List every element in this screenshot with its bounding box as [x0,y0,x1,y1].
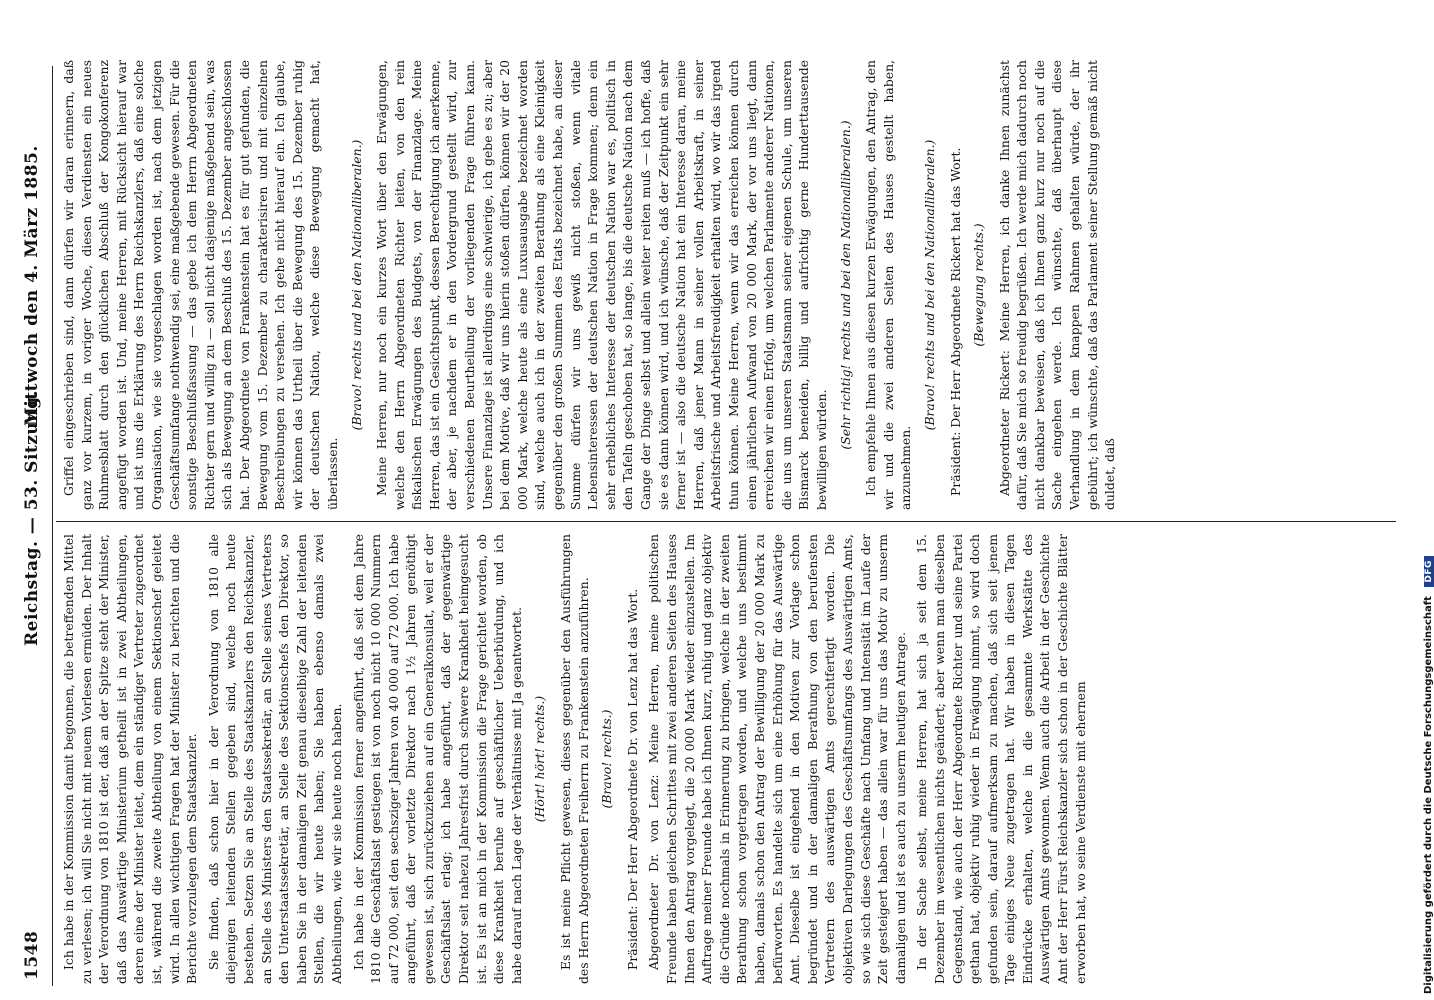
paragraph: Ich habe in der Kommission ferner angeführt, daß seit dem Jahre 1810 die Geschäftslast gestiegen ist von noch nicht 10 000 Nummern auf 72 000, seit den sechsziger Jahren von 40 000 auf 72 000. Ich habe angeführt, daß der vorletzte Direktor nach 1½ Jahren genöthigt gewesen ist, sich zurückzuziehen auf ein Generalkonsulat, weil er der Geschäftslast erlag; ich habe angeführt, daß der gegenwärtige Direktor seit nahezu Jahresfrist durch schwere Krankheit heimgesucht ist. Es ist an mich in der Kommission die Frage gerichtet worden, ob diese Krankheit beruhe auf geschäftlicher Ueberbürdung, und ich habe darauf nach Lage der Verhältnisse mit Ja geantwortet. [350,534,524,984]
paragraph: Sie finden, daß schon hier in der Verordnung von 1810 alle diejenigen leitenden Stellen gegeben sind, welche noch heute bestehen. Setzen Sie an Stelle des Staatskanzlers den Reichskanzler, an Stelle des Ministers den Staatssekretär, an Stelle seines Vertreters den Unterstaatssekretär, an Stelle des Sektionschefs den Direktor, so haben Sie in der damaligen Zeit genau dieselbige Zahl der leitenden Stellen, die wir heute haben; Sie haben ebenso damals zwei Abtheilungen, wie wir sie heute noch haben. [205,534,344,984]
paragraph: Abgeordneter Dr. von Lenz: Meine Herren, meine politischen Freunde haben gleichen Schrittes mit zwei anderen Seiten des Hauses Ihnen den Antrag vorgelegt, die 20 000 Mark wieder einzustellen. Im Auftrage meiner Freunde habe ich Ihnen kurz, ruhig und ganz objektiv die Gründe nochmals in Erinnerung zu bringen, welche in der zweiten Berathung schon vorgetragen worden, und welche uns bestimmt haben, damals schon den Antrag der Bewilligung der 20 000 Mark zu befürworten. Es handelte sich um eine Erhöhung für das Auswärtige Amt. Dieselbe ist eingehend in den Motiven zur Vorlage schon begründet und in der damaligen Berathung von den berufensten Vertretern des auswärtigen Amts gerechtfertigt worden. Die objektiven Darlegungen des Geschäftsumfangs des Auswärtigen Amts, so wie sich diese Geschäfte nach Umfang und Intensität im Laufe der Zeit gesteigert haben — das allein war für uns das Motiv zu unserm damaligen und ist es auch zu unserm heutigen Antrage. [646,534,908,984]
interjection: (Sehr richtig! rechts und bei den Nationalliberalen.) [837,120,853,450]
dfg-logo: DFG [1424,556,1434,587]
session-date: Mittwoch den 4. März 1885. [22,145,42,426]
speaker-paragraph: Präsident: Der Herr Abgeordnete Rickert hat das Wort. [947,147,963,496]
paragraph: Meine Herren, nur noch ein kurzes Wort über den Erwägungen, welche den Herrn Abgeordneten Richter leiten, von den rein fiskalischen Erwägungen des Budgets, von der Finanzlage. Meine Herren, das ist ein Gesichtspunkt, dessen Berechtigung ich anerkenne, der aber, je nachdem er in den Vordergrund gestellt wird, zur verschiedenen Beurtheilung der vorliegenden Frage führen kann. Unsere Finanzlage ist allerdings eine schwierige, ich gebe es zu; aber bei dem Motive, daß wir uns hierin stoßen dürfen, können wir der 20 000 Mark, welche heute als eine Luxusausgabe bezeichnet worden sind, welche auch ich in der zweiten Berathung als eine Kleinigkeit gegenüber den großen Summen des Etats bezeichnet habe, an dieser Summe dürfen wir uns gewiß nicht stoßen, wenn vitale Lebensinteressen der deutschen Nation in Frage kommen; denn ein sehr erhebliches Interesse der deutschen Nation war es, politisch in den Tafeln geschoben hat, so lange, bis die deutsche Nation nach dem Gange der Dinge selbst und allein weiter reiten muß — ich hoffe, daß sie es dann können wird, und ich wünsche, daß der Zeitpunkt ein sehr ferner ist — also die deutsche Nation hat ein Interesse daran, meine Herren, daß jener Mann in seiner vollen Arbeitskraft, in seiner Arbeitsfrische und Arbeitsfreudigkeit erhalten wird, wo wir das irgend thun können. Meine Herren, wenn wir das erreichen können durch einen jährlichen Aufwand von 20 000 Mark, der vor uns liegt, dann erreichen wir einen Erfolg, um welchen Parlamente anderer Nationen, die uns um unseren Staatsmann seiner eigenen Schule, um unseren Bismarck beneiden, billig und aufrichtig gerne Hunderttausende bewilligen würden. [374,60,829,510]
interjection: (Bravo! rechts.) [599,709,615,809]
page-number: 1548 [22,930,42,980]
speaker-paragraph: Präsident: Der Herr Abgeordnete Dr. von Lenz hat das Wort. [624,588,640,970]
left-column [60,534,1400,984]
right-column [60,60,1400,510]
paragraph: In der Sache selbst, meine Herren, hat sich ja seit dem 15. Dezember im wesentlichen nichts geändert; aber wenn man dieselben Gegenstand, wie auch der Herr Abgeordnete Richter und seine Partei gethan hat, objektiv ruhig wieder in Erwägung nimmt, so wird doch gefunden sein, darauf aufmerksam zu machen, daß sich seit jenem Tage einiges Neue zugetragen hat. Wir haben in diesen Tagen Eindrücke erhalten, welche in die gesammte Werkstätte des Auswärtigen Amts gewonnen. Wenn auch die Arbeit in der Geschichte Amt der Herr Fürst Reichskanzler sich schon in der Geschichte Blätter erworben hat, wo seine Verdienste mit ehernem [914,534,1088,984]
interjection: (Bravo! rechts und bei den Nationalliberalen.) [921,139,937,431]
paragraph: Ich empfehle Ihnen aus diesen kurzen Erwägungen, den Antrag, den wir und die zwei anderen Seiten des Hauses gestellt haben, anzunehmen. [863,60,914,510]
paragraph: Es ist meine Pflicht gewesen, dieses gegenüber den Ausführungen des Herrn Abgeordneten Freiherrn zu Frankenstein anzuführen. [558,534,591,984]
session-title: Reichstag. — 53. Sitzung. [22,390,42,646]
digitization-footer [1405,0,1432,1000]
interjection: (Hört! hört! rechts.) [532,695,548,823]
column-divider [56,521,1396,522]
footer-text [1423,556,1434,994]
page-header [18,66,48,986]
interjection: (Bewegung rechts.) [971,223,987,347]
paragraph: Abgeordneter Rickert: Meine Herren, ich danke Ihnen zunächst dafür, daß Sie mich so freudig begrüßen. Ich werde mich dadurch noch nicht dankbar beweisen, daß ich Ihnen ganz kurz nur noch auf die Sache eingehen werde. Ich wünschte, daß überhaupt diese Verhandlung in dem knappen Rahmen gehalten würde, der ihr gebührt; ich wünschte, daß das Parlament seiner Stellung gemäß nicht duldet, daß [996,60,1118,510]
funding-note: Digitalisierung gefördert durch die Deutsche Forschungsgemeinschaft [1423,596,1434,994]
paragraph: Griffel eingeschrieben sind, dann dürfen wir daran erinnern, daß ganz vor kurzem, in voriger Woche, diesen Verdiensten ein neues Ruhmesblatt durch den glücklichen Abschluß der Kongokonferenz angefügt worden ist. Und, meine Herren, mit Rücksicht hierauf war und ist uns die Erklärung des Herrn Reichskanzlers, daß eine solche Organisation, wie sie vorgeschlagen worden ist, nach dem jetzigen Geschäftsumfange nothwendig sei, eine maßgebende gewesen. Für die sonstige Beschlußfassung — das gebe ich dem Herrn Abgeordneten Richter gern und willig zu — soll nicht dasjenige maßgebend sein, was sich als Bewegung an dem Beschluß des 15. Dezember angeschlossen hat. Der Abgeordnete von Frankenstein hat es für gut gefunden, die Bewegung vom 15. Dezember zu charakterisiren und mit einzelnen Beschreibungen zu versehen. Ich gehe nicht hierauf ein. Ich glaube, wir können das Urtheil über die Bewegung des 15. Dezember ruhig der deutschen Nation, welche diese Bewegung gemacht hat, überlassen. [61,60,340,510]
paragraph: Ich habe in der Kommission damit begonnen, die betreffenden Mittel zu verlesen; ich will Sie nicht mit neuem Vorlesen ermüden. Der Inhalt der Verordnung von 1810 ist der, daß an der Spitze steht der Minister, daß das Auswärtige Ministerium getheilt ist in zwei Abtheilungen, deren eine der Minister leitet, dem ein ständiger Vertreter zugeordnet ist, während die zweite Abtheilung von einem Sektionschef geleitet wird. In allen wichtigen Fragen hat der Minister zu berichten und die Berichte vorzulegen dem Staatskanzler. [61,534,200,984]
interjection: (Bravo! rechts und bei den Nationalliberalen.) [348,139,364,431]
header-rule [52,66,53,986]
